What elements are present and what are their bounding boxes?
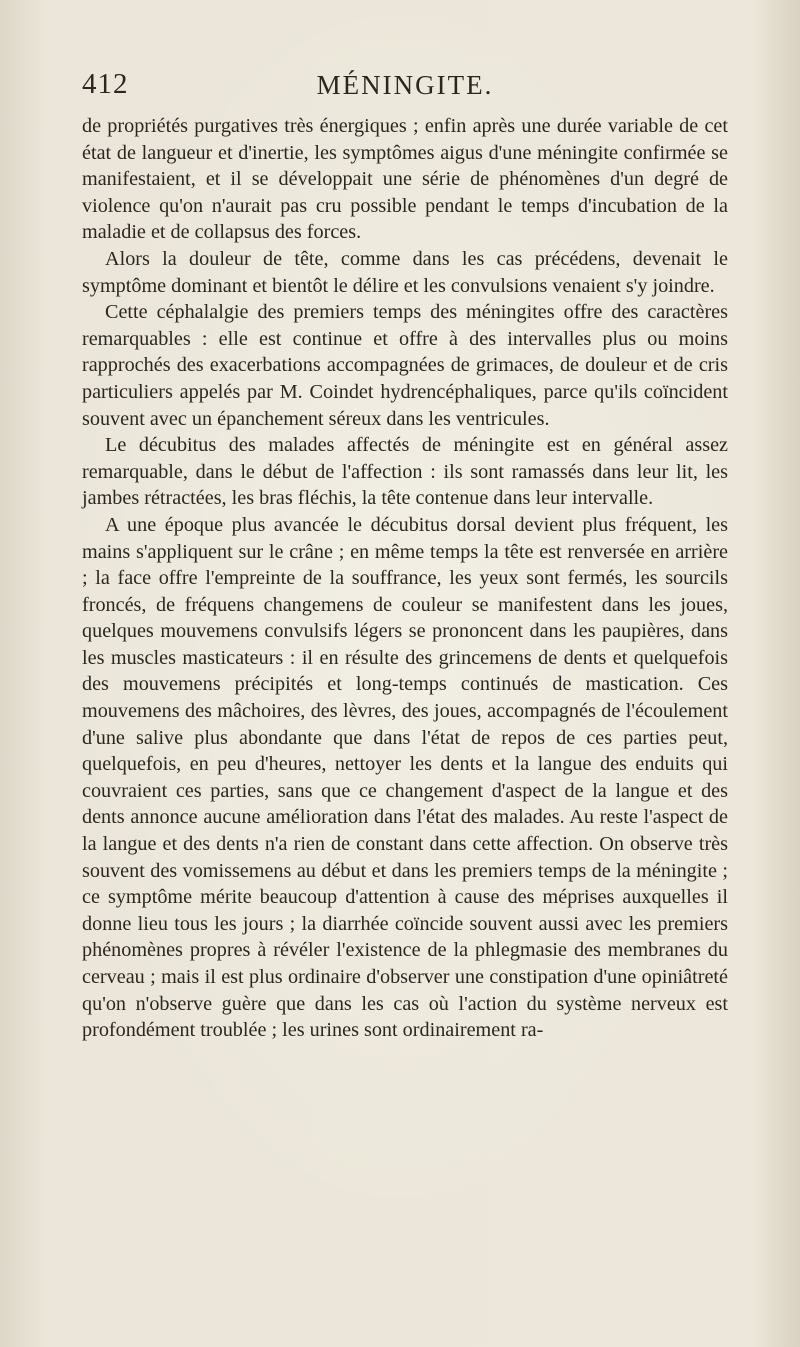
page-number: 412 (82, 68, 129, 100)
paragraph-continued: de propriétés purgatives très énergiques ; enfin après une durée variable de cet état de langueur et d'inertie, les symptômes aigus d'une méningite confirmée se manifestaient, et il se développait une série de phénomènes d'un degré de violence qu'on n'aurait pas cru possible pendant le temps d'incubation de la maladie et de collapsus des forces. (82, 115, 728, 244)
body-text (82, 113, 728, 1044)
paragraph-cephalalgia: Cette céphalalgie des premiers temps des méningites offre des caractères remarquables : elle est continue et offre à des intervalles plus ou moins rapprochés des exacerbations accompagnées de grimaces, de douleur et de cris particuliers appelés par M. Coindet hydrencéphaliques, parce qu'ils coïncident souvent avec un épanchement séreux dans les ventricules. (82, 301, 728, 430)
paragraph-decubitus: Le décubitus des malades affectés de méningite est en général assez remarquable, dans le début de l'affection : ils sont ramassés dans leur lit, les jambes rétractées, les bras fléchis, la tête contenue dans leur intervalle. (82, 434, 728, 510)
running-head (82, 66, 728, 106)
page-title: MÉNINGITE. (316, 70, 494, 100)
paragraph-headache-dominant: Alors la douleur de tête, comme dans les cas précédens, devenait le symptôme dominant et bientôt le délire et les convulsions venaient s'y joindre. (82, 247, 728, 297)
paragraph-advanced-stage: A une époque plus avancée le décubitus dorsal devient plus fréquent, les mains s'appliquent sur le crâne ; en même temps la tête est renversée en arrière ; la face offre l'empreinte de la souffrance, les yeux sont fermés, les sourcils froncés, de fréquens changemens de couleur se manifestent dans les joues, quelques mouvemens convulsifs légers se prononcent dans les paupières, dans les muscles masticateurs : il en résulte des grincemens de dents et quelquefois des mouvemens précipités et long-temps continués de mastication. Ces mouvemens des mâchoires, des lèvres, des joues, accompagnés de l'écoulement d'une salive plus abondante que dans l'état de repos de ces parties peut, quelquefois, en peu d'heures, nettoyer les dents et la langue des enduits qui couvraient ces parties, sans que ce changement d'aspect de la langue et des dents annonce aucune amélioration dans l'état des malades. Au reste l'aspect de la langue et des dents n'a rien de constant dans cette affection. On observe très souvent des vomissemens au début et dans les premiers temps de la méningite ; ce symptôme mérite beaucoup d'attention à cause des méprises auxquelles il donne lieu tous les jours ; la diarrhée coïncide souvent aussi avec les premiers phénomènes propres à révéler l'existence de la phlegmasie des membranes du cerveau ; mais il est plus ordinaire d'observer une constipation d'une opiniâtreté qu'on n'observe guère que dans les cas où l'action du système nerveux est profondément troublée ; les urines sont ordinairement ra- (82, 513, 728, 1042)
